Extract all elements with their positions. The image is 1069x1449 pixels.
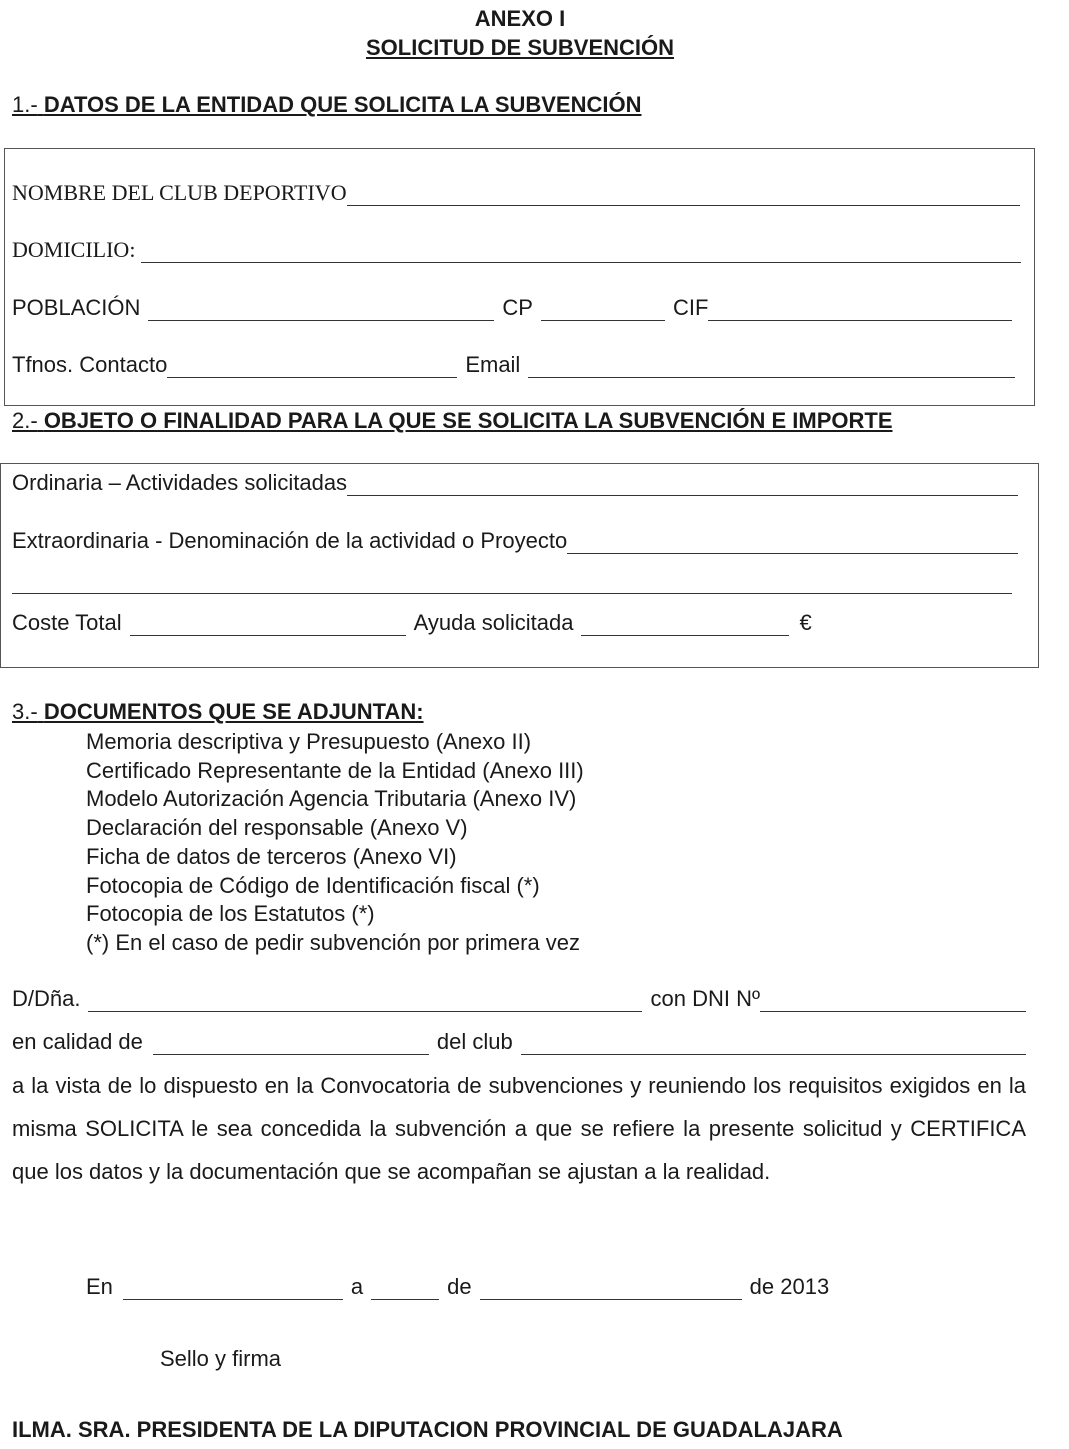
section1-number: 1.- xyxy=(12,92,38,117)
dni-label: con DNI Nº xyxy=(650,986,760,1011)
documents-list xyxy=(86,728,584,958)
town-label: POBLACIÓN xyxy=(12,295,141,320)
section2-title: OBJETO O FINALIDAD PARA LA QUE SE SOLICITA LA SUBVENCIÓN E IMPORTE xyxy=(43,408,893,433)
town-row xyxy=(12,295,1012,321)
section3-number: 3.- xyxy=(12,699,38,724)
section1-title: DATOS DE LA ENTIDAD QUE SOLICITA LA SUBVENCIÓN xyxy=(43,92,642,117)
role-label: en calidad de xyxy=(12,1029,143,1054)
document-item: Ficha de datos de terceros (Anexo VI) xyxy=(86,843,457,869)
club-name-field[interactable] xyxy=(347,185,1020,206)
place-label: En xyxy=(86,1274,113,1299)
cost-row xyxy=(12,610,812,636)
document-item: Certificado Representante de la Entidad (Anexo III) xyxy=(86,757,584,783)
page-title: SOLICITUD DE SUBVENCIÓN xyxy=(365,35,675,60)
phone-label: Tfnos. Contacto xyxy=(12,352,168,377)
place-field[interactable] xyxy=(123,1279,343,1300)
cif-field[interactable] xyxy=(708,300,1012,321)
town-field[interactable] xyxy=(148,300,494,321)
section2-number: 2.- xyxy=(12,408,38,433)
declaration-text: a la vista de lo dispuesto en la Convocatoria de subvenciones y reuniendo los requisitos exigidos en la misma SOLICITA le sea concedida la subvención a que se refiere la presente solicitud y CERTIFICA que los datos y la documentación que se acompañan se ajustan a la realidad. xyxy=(12,1073,1026,1184)
section3-heading xyxy=(12,699,424,725)
month-label: de xyxy=(447,1274,472,1299)
ordinary-row xyxy=(12,470,1018,496)
aid-label: Ayuda solicitada xyxy=(413,610,574,635)
section2-heading xyxy=(12,408,893,434)
extraordinary-row xyxy=(12,528,1018,554)
addressee: ILMA. SRA. PRESIDENTA DE LA DIPUTACION PROVINCIAL DE GUADALAJARA xyxy=(12,1417,843,1442)
document-note: (*) En el caso de pedir subvención por primera vez xyxy=(86,929,581,955)
club-label: del club xyxy=(436,1029,513,1054)
club-field[interactable] xyxy=(521,1034,1026,1055)
address-row xyxy=(12,237,1021,263)
applicant-row xyxy=(12,986,1026,1012)
dni-field[interactable] xyxy=(760,991,1026,1012)
contact-row xyxy=(12,352,1015,378)
ordinary-field[interactable] xyxy=(347,475,1018,496)
club-name-label: NOMBRE DEL CLUB DEPORTIVO xyxy=(12,180,347,205)
applicant-name-label: D/Dña. xyxy=(12,986,81,1011)
role-row xyxy=(12,1029,1026,1055)
cif-label: CIF xyxy=(672,295,709,320)
total-cost-field[interactable] xyxy=(130,615,406,636)
day-field[interactable] xyxy=(371,1279,439,1300)
extraordinary-label: Extraordinaria - Denominación de la actividad o Proyecto xyxy=(12,528,568,553)
email-label: Email xyxy=(465,352,521,377)
section1-heading xyxy=(12,92,642,118)
cp-field[interactable] xyxy=(541,300,665,321)
club-name-row xyxy=(12,180,1020,206)
day-label: a xyxy=(350,1274,364,1299)
email-field[interactable] xyxy=(528,357,1015,378)
document-item: Fotocopia de Código de Identificación fiscal (*) xyxy=(86,872,540,898)
section3-title: DOCUMENTOS QUE SE ADJUNTAN: xyxy=(43,699,424,724)
month-field[interactable] xyxy=(480,1279,742,1300)
signature-label: Sello y firma xyxy=(160,1346,282,1371)
aid-field[interactable] xyxy=(581,615,789,636)
extraordinary-field[interactable] xyxy=(567,533,1018,554)
currency-symbol: € xyxy=(799,610,812,635)
year-label: de 2013 xyxy=(749,1274,830,1299)
phone-field[interactable] xyxy=(167,357,457,378)
total-cost-label: Coste Total xyxy=(12,610,122,635)
extraordinary-field-continued[interactable] xyxy=(12,573,1012,594)
document-item: Memoria descriptiva y Presupuesto (Anexo II) xyxy=(86,729,532,754)
role-field[interactable] xyxy=(153,1034,429,1055)
address-label: DOMICILIO: xyxy=(12,237,136,262)
address-field[interactable] xyxy=(141,242,1021,263)
applicant-name-field[interactable] xyxy=(88,991,642,1012)
ordinary-label: Ordinaria – Actividades solicitadas xyxy=(12,470,348,495)
document-item: Declaración del responsable (Anexo V) xyxy=(86,815,468,841)
document-item: Fotocopia de los Estatutos (*) xyxy=(86,901,375,927)
cp-label: CP xyxy=(502,295,533,320)
date-row xyxy=(86,1274,829,1300)
annex-title: ANEXO I xyxy=(474,6,566,31)
document-item: Modelo Autorización Agencia Tributaria (Anexo IV) xyxy=(86,786,577,812)
